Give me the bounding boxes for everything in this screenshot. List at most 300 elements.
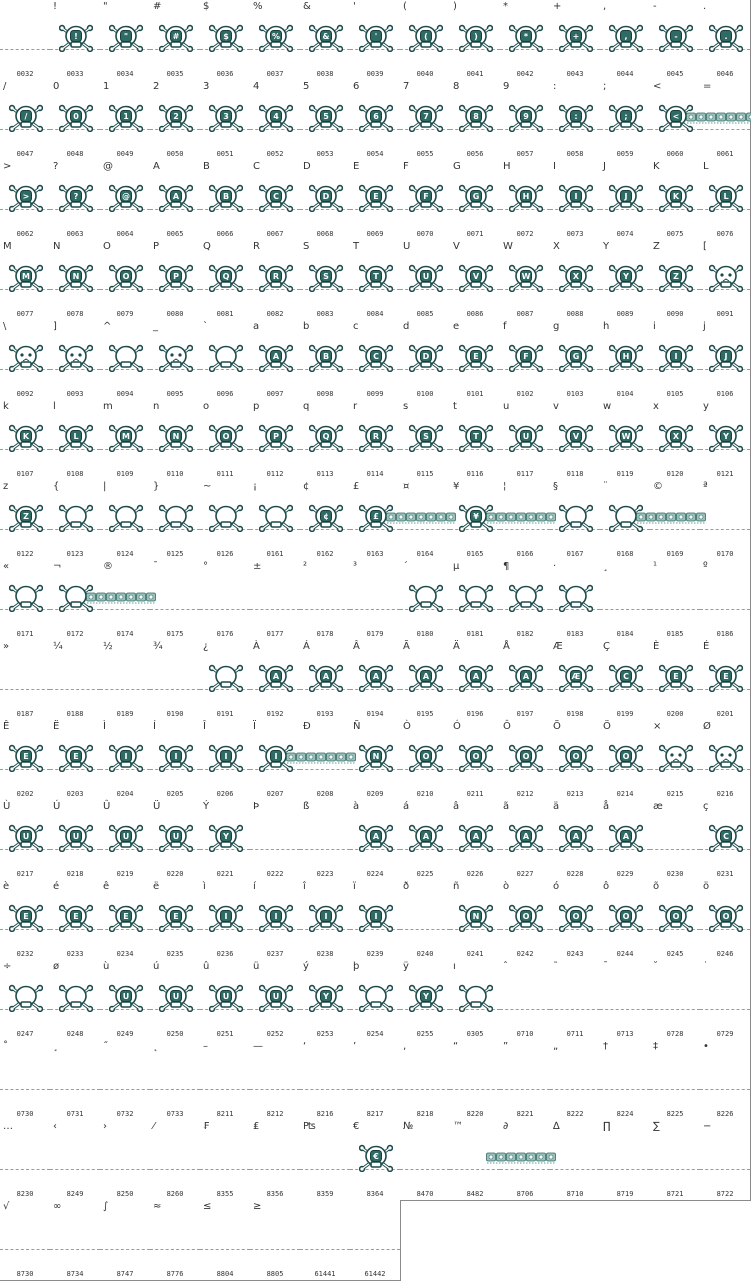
glyph-character: ÷ <box>3 961 12 972</box>
svg-text:I: I <box>274 912 278 921</box>
baseline-guide <box>200 1169 250 1170</box>
glyph-cell <box>200 960 251 1041</box>
baseline-guide <box>650 609 700 610</box>
svg-text:6: 6 <box>373 112 379 121</box>
glyph-character: > <box>3 161 12 172</box>
glyph-character: ½ <box>103 641 113 652</box>
glyph-cell <box>150 1040 201 1121</box>
glyph-character: 8 <box>453 81 460 92</box>
baseline-guide <box>250 1089 300 1090</box>
svg-text:V: V <box>572 432 580 441</box>
skull-crossbones-icon <box>609 664 643 692</box>
glyph-codepoint: 0084 <box>366 310 384 318</box>
skull-crossbones-icon <box>309 504 343 532</box>
glyph-character: © <box>653 481 663 492</box>
glyph-character: ‡ <box>653 1041 658 1052</box>
skull-crossbones-icon <box>459 424 493 452</box>
glyph-character: ô <box>603 881 610 892</box>
glyph-character: ¶ <box>503 561 510 572</box>
skull-crossbones-icon <box>159 264 193 292</box>
glyph-codepoint: 0247 <box>16 1030 34 1038</box>
glyph-character: B <box>203 161 210 172</box>
glyph-character: ) <box>453 1 457 12</box>
svg-text:Y: Y <box>323 992 329 1001</box>
glyph-cell <box>150 160 201 241</box>
glyph-character: M <box>3 241 12 252</box>
glyph-cell <box>350 720 401 801</box>
baseline-guide <box>200 1249 250 1250</box>
baseline-guide <box>700 129 750 130</box>
svg-text:5: 5 <box>323 112 329 121</box>
svg-text:U: U <box>272 992 280 1001</box>
glyph-character: r <box>353 401 358 412</box>
glyph-codepoint: 0200 <box>666 710 684 718</box>
skull-crossbones-icon <box>109 184 143 212</box>
glyph-character: ú <box>153 961 160 972</box>
glyph-codepoint: 0189 <box>116 710 134 718</box>
skull-crossbones-icon <box>609 264 643 292</box>
svg-text:F: F <box>423 192 429 201</box>
skull-chain-icon <box>486 512 556 524</box>
glyph-cell <box>450 480 501 561</box>
glyph-codepoint: 0174 <box>116 630 134 638</box>
skull-crossbones-icon <box>59 824 93 852</box>
svg-text:,: , <box>624 32 628 41</box>
skull-crossbones-icon <box>9 984 43 1012</box>
svg-text:W: W <box>621 432 631 441</box>
glyph-codepoint: 0252 <box>266 1030 284 1038</box>
skull-crossbones-icon <box>259 984 293 1012</box>
glyph-codepoint: 0178 <box>316 630 334 638</box>
glyph-character: Ñ <box>353 721 361 732</box>
skull-crossbones-icon <box>509 744 543 772</box>
glyph-character: 9 <box>503 81 510 92</box>
glyph-cell <box>350 880 401 961</box>
svg-text:C: C <box>623 672 629 681</box>
glyph-character: ç <box>703 801 709 812</box>
svg-text:9: 9 <box>523 112 529 121</box>
skull-crossbones-icon <box>559 344 593 372</box>
glyph-character: Ã <box>403 641 410 652</box>
glyph-codepoint: 8260 <box>166 1190 184 1198</box>
glyph-cell <box>650 0 701 81</box>
glyph-cell <box>150 960 201 1041</box>
glyph-character: \ <box>3 321 7 332</box>
skull-crossbones-icon <box>9 504 43 532</box>
glyph-codepoint: 0071 <box>466 230 484 238</box>
glyph-cell <box>300 0 351 81</box>
glyph-character: ! <box>53 1 58 12</box>
glyph-codepoint: 0209 <box>366 790 384 798</box>
glyph-character: H <box>503 161 511 172</box>
glyph-character: Ý <box>203 801 210 812</box>
skull-crossbones-icon <box>709 744 743 772</box>
glyph-codepoint: 0194 <box>366 710 384 718</box>
skull-chain-icon <box>486 1152 556 1164</box>
glyph-character: g <box>553 321 560 332</box>
glyph-cell <box>50 720 101 801</box>
glyph-character: ì <box>203 881 206 892</box>
glyph-codepoint: 0082 <box>266 310 284 318</box>
glyph-cell <box>250 720 301 801</box>
glyph-character: D <box>303 161 311 172</box>
glyph-cell <box>450 720 501 801</box>
svg-text:C: C <box>373 352 379 361</box>
svg-text:N: N <box>372 752 380 761</box>
glyph-character: d <box>403 321 410 332</box>
glyph-codepoint: 0203 <box>66 790 84 798</box>
skull-crossbones-icon <box>359 824 393 852</box>
glyph-codepoint: 0217 <box>16 870 34 878</box>
glyph-codepoint: 0124 <box>116 550 134 558</box>
glyph-codepoint: 0190 <box>166 710 184 718</box>
skull-crossbones-icon <box>259 504 293 532</box>
glyph-character: G <box>453 161 461 172</box>
glyph-cell <box>550 1120 601 1201</box>
glyph-codepoint: 0118 <box>566 470 584 478</box>
skull-crossbones-icon <box>109 504 143 532</box>
skull-crossbones-icon <box>9 264 43 292</box>
glyph-codepoint: 0248 <box>66 1030 84 1038</box>
glyph-character: ∫ <box>103 1201 109 1212</box>
svg-text:H: H <box>522 192 530 201</box>
glyph-cell <box>0 560 51 641</box>
glyph-cell <box>550 880 601 961</box>
glyph-character: ≈ <box>153 1201 162 1212</box>
baseline-guide <box>100 1169 150 1170</box>
glyph-character: q <box>303 401 310 412</box>
skull-crossbones-icon <box>59 104 93 132</box>
svg-text:E: E <box>73 752 79 761</box>
glyph-codepoint: 0166 <box>516 550 534 558</box>
glyph-cell <box>700 160 751 241</box>
glyph-character: — <box>253 1041 263 1052</box>
glyph-codepoint: 0246 <box>716 950 734 958</box>
svg-text:U: U <box>172 832 180 841</box>
glyph-cell <box>550 80 601 161</box>
glyph-cell <box>500 560 551 641</box>
svg-text:;: ; <box>624 112 628 121</box>
glyph-character: Ü <box>153 801 161 812</box>
glyph-codepoint: 0036 <box>216 70 234 78</box>
glyph-cell <box>400 400 451 481</box>
skull-crossbones-icon <box>459 664 493 692</box>
glyph-character: - <box>653 1 657 12</box>
glyph-codepoint: 8482 <box>466 1190 484 1198</box>
svg-text:A: A <box>572 832 580 841</box>
glyph-character: ë <box>153 881 160 892</box>
glyph-character: ‚ <box>403 1041 407 1052</box>
baseline-guide <box>300 769 350 770</box>
skull-crossbones-icon <box>309 664 343 692</box>
svg-text:C: C <box>723 832 729 841</box>
baseline-guide <box>700 1089 750 1090</box>
baseline-guide <box>50 1169 100 1170</box>
skull-crossbones-icon <box>359 24 393 52</box>
glyph-cell <box>600 240 651 321</box>
glyph-codepoint: 61441 <box>314 1270 336 1278</box>
baseline-guide <box>150 1169 200 1170</box>
svg-text:E: E <box>123 912 129 921</box>
baseline-guide <box>300 1249 350 1250</box>
svg-text:Y: Y <box>423 992 429 1001</box>
glyph-cell <box>150 0 201 81</box>
glyph-cell <box>550 560 601 641</box>
glyph-cell <box>350 1200 401 1281</box>
svg-text:Q: Q <box>222 272 230 281</box>
glyph-codepoint: 0236 <box>216 950 234 958</box>
glyph-character: ° <box>203 561 208 572</box>
skull-crossbones-icon <box>409 824 443 852</box>
svg-text:E: E <box>473 352 479 361</box>
glyph-codepoint: 8249 <box>66 1190 84 1198</box>
baseline-guide <box>350 609 400 610</box>
glyph-codepoint: 0195 <box>416 710 434 718</box>
glyph-cell <box>700 1120 751 1201</box>
glyph-codepoint: 0230 <box>666 870 684 878</box>
skull-crossbones-icon <box>59 504 93 532</box>
glyph-cell <box>400 320 451 401</box>
glyph-character: I <box>553 161 556 172</box>
skull-crossbones-icon <box>609 824 643 852</box>
baseline-guide <box>100 609 150 610</box>
glyph-cell <box>250 1040 301 1121</box>
glyph-cell <box>500 160 551 241</box>
glyph-codepoint: 0088 <box>566 310 584 318</box>
glyph-character: ^ <box>103 321 112 332</box>
svg-text:O: O <box>622 752 630 761</box>
glyph-codepoint: 0113 <box>316 470 334 478</box>
svg-text:H: H <box>622 352 630 361</box>
glyph-character: ₣ <box>203 1121 210 1132</box>
glyph-character: ï <box>353 881 356 892</box>
skull-crossbones-icon <box>309 424 343 452</box>
glyph-cell <box>650 800 701 881</box>
glyph-character: ÿ <box>403 961 409 972</box>
baseline-guide <box>250 1169 300 1170</box>
glyph-codepoint: 0184 <box>616 630 634 638</box>
glyph-character: õ <box>653 881 660 892</box>
glyph-character: n <box>153 401 160 412</box>
glyph-cell <box>600 880 651 961</box>
baseline-guide <box>200 1089 250 1090</box>
glyph-cell <box>450 960 501 1041</box>
svg-text:I: I <box>274 752 278 761</box>
glyph-cell <box>200 480 251 561</box>
glyph-codepoint: 0064 <box>116 230 134 238</box>
glyph-cell <box>200 400 251 481</box>
glyph-codepoint: 0037 <box>266 70 284 78</box>
skull-crossbones-icon <box>609 24 643 52</box>
glyph-character: ˜ <box>553 961 558 972</box>
glyph-codepoint: 0201 <box>716 710 734 718</box>
svg-text:R: R <box>272 272 280 281</box>
skull-crossbones-icon <box>159 184 193 212</box>
glyph-character: Ð <box>303 721 311 732</box>
skull-crossbones-icon <box>659 664 693 692</box>
svg-text:Y: Y <box>223 832 229 841</box>
glyph-codepoint: 0048 <box>66 150 84 158</box>
skull-crossbones-icon <box>659 424 693 452</box>
svg-text:A: A <box>472 672 480 681</box>
svg-text:$: $ <box>223 32 229 41</box>
glyph-cell <box>250 960 301 1041</box>
glyph-cell <box>250 240 301 321</box>
skull-crossbones-icon <box>109 344 143 372</box>
glyph-codepoint: 0227 <box>516 870 534 878</box>
skull-crossbones-icon <box>59 744 93 772</box>
glyph-cell <box>500 1040 551 1121</box>
glyph-codepoint: 0710 <box>516 1030 534 1038</box>
glyph-cell <box>250 640 301 721</box>
baseline-guide <box>500 529 550 530</box>
glyph-codepoint: 0187 <box>16 710 34 718</box>
glyph-character: S <box>303 241 310 252</box>
svg-text:A: A <box>272 352 280 361</box>
svg-text:7: 7 <box>423 112 429 121</box>
glyph-character: Å <box>503 641 510 652</box>
glyph-cell <box>700 320 751 401</box>
glyph-cell <box>0 1040 51 1121</box>
glyph-cell <box>450 800 501 881</box>
glyph-character: + <box>553 1 562 12</box>
baseline-guide <box>550 1089 600 1090</box>
glyph-codepoint: 0728 <box>666 1030 684 1038</box>
glyph-character: W <box>503 241 513 252</box>
glyph-character: 0 <box>53 81 60 92</box>
svg-text:I: I <box>224 912 228 921</box>
glyph-character: " <box>103 1 108 12</box>
glyph-codepoint: 0165 <box>466 550 484 558</box>
glyph-character: e <box>453 321 460 332</box>
glyph-cell <box>700 480 751 561</box>
glyph-character: † <box>603 1041 608 1052</box>
baseline-guide <box>100 1089 150 1090</box>
skull-crossbones-icon <box>409 744 443 772</box>
glyph-cell <box>600 480 651 561</box>
svg-text:P: P <box>273 432 279 441</box>
baseline-guide <box>0 689 50 690</box>
skull-crossbones-icon <box>59 984 93 1012</box>
glyph-codepoint: 0125 <box>166 550 184 558</box>
glyph-cell <box>300 800 351 881</box>
glyph-codepoint: 0191 <box>216 710 234 718</box>
glyph-cell <box>350 80 401 161</box>
glyph-character: × <box>653 721 662 732</box>
baseline-guide <box>350 1249 400 1250</box>
glyph-codepoint: 0107 <box>16 470 34 478</box>
glyph-character: › <box>103 1121 107 1132</box>
skull-crossbones-icon <box>409 984 443 1012</box>
skull-crossbones-icon <box>209 184 243 212</box>
svg-text:&: & <box>322 32 330 41</box>
svg-text:): ) <box>474 32 478 41</box>
skull-crossbones-icon <box>709 264 743 292</box>
svg-text:K: K <box>22 432 30 441</box>
glyph-codepoint: 0713 <box>616 1030 634 1038</box>
glyph-character: * <box>503 1 508 12</box>
glyph-codepoint: 0219 <box>116 870 134 878</box>
glyph-cell <box>50 400 101 481</box>
glyph-character: · <box>553 561 557 572</box>
glyph-character: T <box>353 241 360 252</box>
glyph-codepoint: 0183 <box>566 630 584 638</box>
skull-crossbones-icon <box>409 344 443 372</box>
glyph-codepoint: 0103 <box>566 390 584 398</box>
glyph-codepoint: 0171 <box>16 630 34 638</box>
glyph-cell <box>0 0 51 81</box>
glyph-character: É <box>703 641 710 652</box>
glyph-codepoint: 8217 <box>366 1110 384 1118</box>
baseline-guide <box>200 609 250 610</box>
skull-crossbones-icon <box>559 744 593 772</box>
skull-crossbones-icon <box>409 664 443 692</box>
glyph-codepoint: 0034 <box>116 70 134 78</box>
glyph-codepoint: 0205 <box>166 790 184 798</box>
glyph-codepoint: 8224 <box>616 1110 634 1118</box>
skull-crossbones-icon <box>109 904 143 932</box>
glyph-cell <box>600 1120 651 1201</box>
glyph-codepoint: 0126 <box>216 550 234 558</box>
baseline-guide <box>150 609 200 610</box>
glyph-cell <box>350 320 401 401</box>
glyph-cell <box>650 560 701 641</box>
svg-text:¥: ¥ <box>473 512 479 521</box>
skull-crossbones-icon <box>9 824 43 852</box>
skull-chain-icon <box>86 592 156 604</box>
svg-text:O: O <box>572 912 580 921</box>
skull-crossbones-icon <box>659 904 693 932</box>
glyph-cell <box>200 160 251 241</box>
svg-text:E: E <box>723 672 729 681</box>
svg-text:E: E <box>173 912 179 921</box>
svg-text:T: T <box>473 432 479 441</box>
glyph-cell <box>50 1040 101 1121</box>
glyph-character: ´ <box>403 561 408 572</box>
baseline-guide <box>450 1089 500 1090</box>
glyph-character: ¸ <box>53 1041 58 1052</box>
skull-crossbones-icon <box>59 24 93 52</box>
baseline-guide <box>650 529 700 530</box>
svg-text:A: A <box>372 672 380 681</box>
glyph-cell <box>100 240 151 321</box>
glyph-cell <box>650 720 701 801</box>
glyph-character: » <box>3 641 10 652</box>
skull-crossbones-icon <box>159 24 193 52</box>
svg-text:U: U <box>222 992 230 1001</box>
glyph-codepoint: 0105 <box>666 390 684 398</box>
skull-crossbones-icon <box>9 424 43 452</box>
skull-crossbones-icon <box>409 104 443 132</box>
glyph-character: ² <box>303 561 308 572</box>
glyph-character: Â <box>353 641 360 652</box>
glyph-cell <box>400 960 451 1041</box>
glyph-cell <box>350 0 401 81</box>
svg-text:': ' <box>374 32 378 41</box>
glyph-cell <box>400 240 451 321</box>
glyph-character: Z <box>653 241 660 252</box>
svg-text:I: I <box>174 752 178 761</box>
glyph-character: c <box>353 321 359 332</box>
glyph-codepoint: 0093 <box>66 390 84 398</box>
glyph-codepoint: 0053 <box>316 150 334 158</box>
glyph-character: ¼ <box>53 641 63 652</box>
glyph-character: ¨ <box>603 481 608 492</box>
glyph-codepoint: 0098 <box>316 390 334 398</box>
glyph-cell <box>400 880 451 961</box>
glyph-codepoint: 0051 <box>216 150 234 158</box>
glyph-codepoint: 8710 <box>566 1190 584 1198</box>
